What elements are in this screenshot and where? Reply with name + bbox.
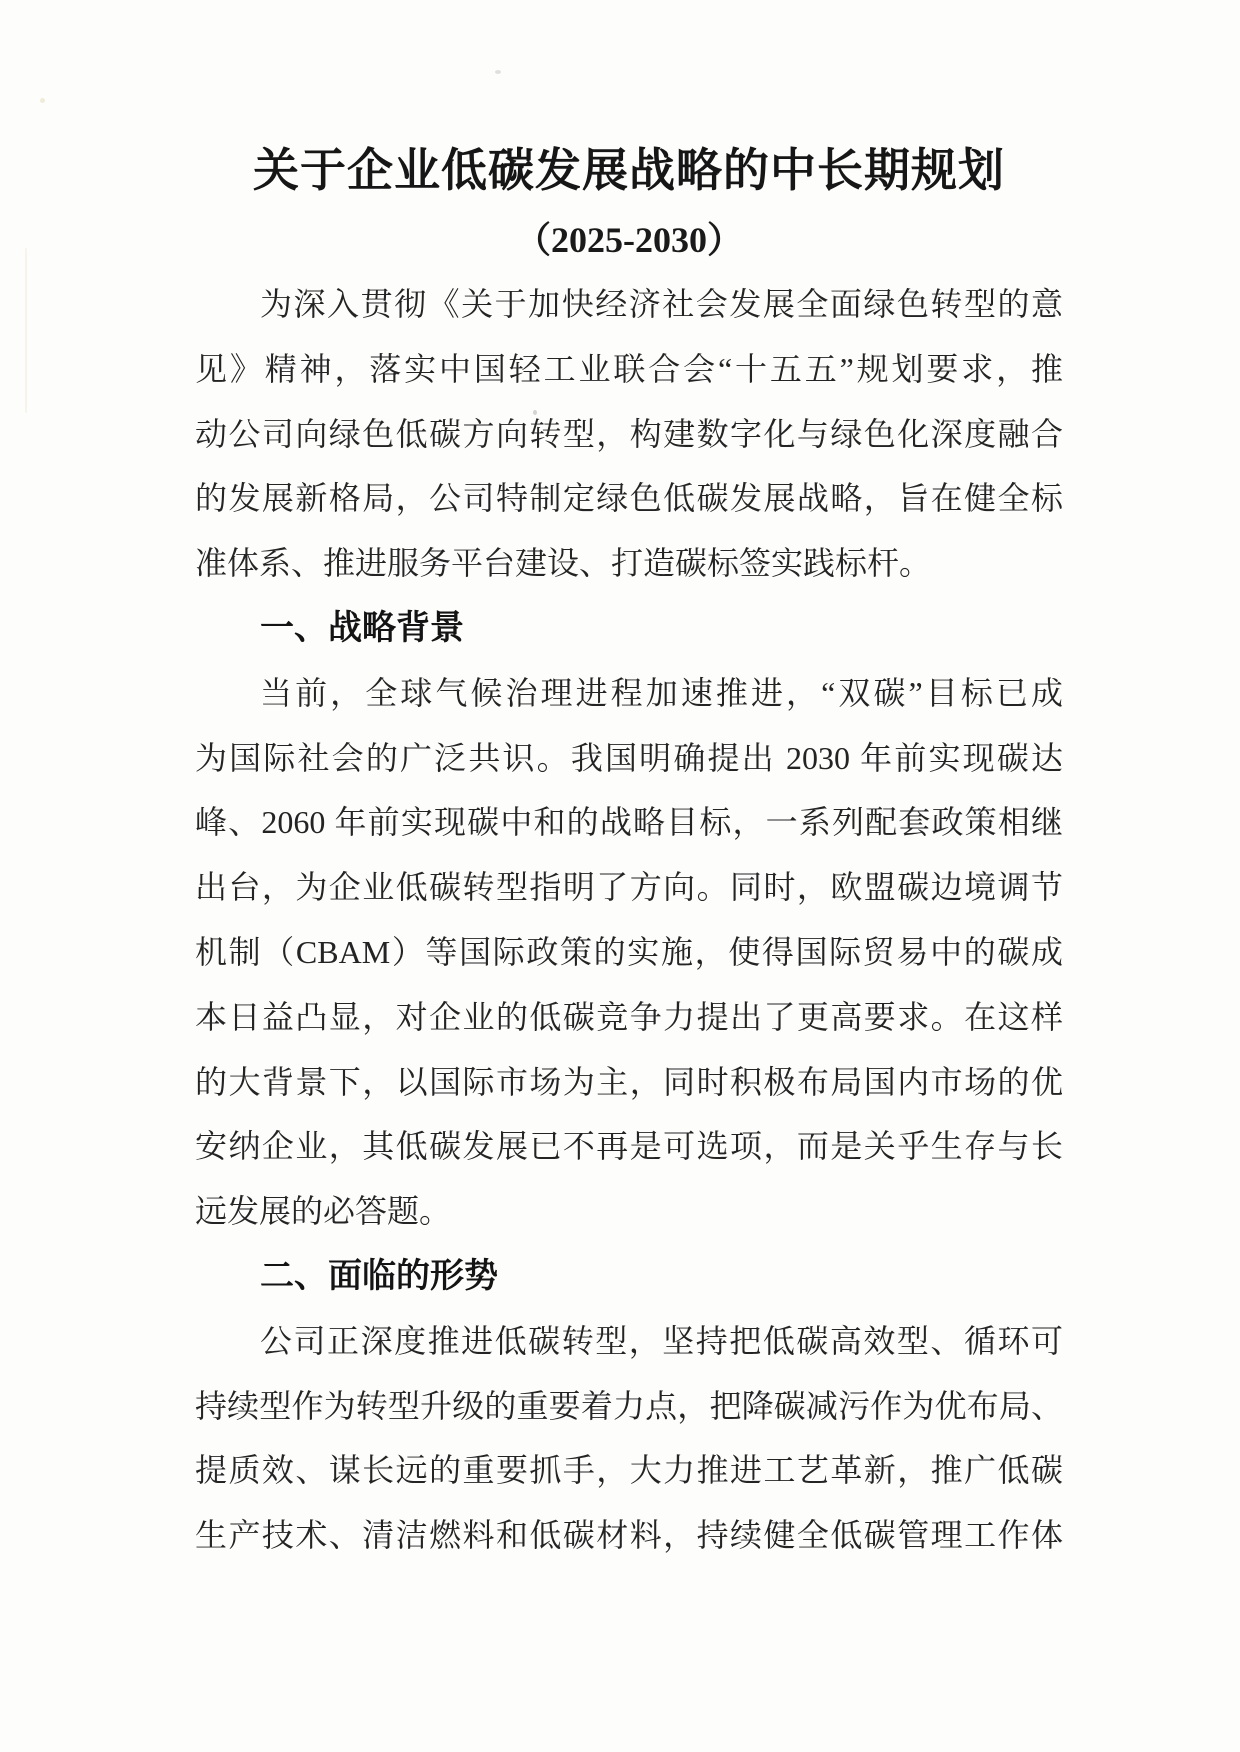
text-line: 安纳企业，其低碳发展已不再是可选项，而是关乎生存与长	[195, 1128, 1063, 1165]
document-content	[195, 0, 1063, 1568]
text-line: 准体系、推进服务平台建设、打造碳标签实践标杆。	[195, 545, 932, 582]
text-line: 的发展新格局，公司特制定绿色低碳发展战略，旨在健全标	[195, 480, 1063, 517]
text-line: 见》精神，落实中国轻工业联合会“十五五”规划要求，推	[195, 350, 1063, 387]
document-body	[195, 272, 1063, 1568]
text-line: 持续型作为转型升级的重要着力点，把降碳减污作为优布局、	[195, 1387, 1063, 1424]
text-line: 公司正深度推进低碳转型，坚持把低碳高效型、循环可	[260, 1322, 1063, 1359]
document-subtitle: （2025-2030）	[515, 220, 743, 260]
text-line: 本日益凸显，对企业的低碳竞争力提出了更高要求。在这样	[195, 998, 1063, 1035]
text-line: 二、面临的形势	[260, 1256, 498, 1295]
text-line: 为深入贯彻《关于加快经济社会发展全面绿色转型的意	[260, 286, 1063, 322]
text-line: 为国际社会的广泛共识。我国明确提出 2030 年前实现碳达	[195, 739, 1063, 776]
scan-speck	[40, 98, 45, 103]
scan-streak	[25, 248, 27, 413]
text-line: 远发展的必答题。	[195, 1193, 452, 1230]
text-line: 出台，为企业低碳转型指明了方向。同时，欧盟碳边境调节	[195, 869, 1063, 906]
document-title: 关于企业低碳发展战略的中长期规划	[253, 145, 1005, 196]
text-line: 动公司向绿色低碳方向转型，构建数字化与绿色化深度融合	[195, 415, 1063, 452]
text-line: 一、战略背景	[260, 608, 464, 647]
text-line: 提质效、谋长远的重要抓手，大力推进工艺革新，推广低碳	[195, 1452, 1063, 1489]
text-line: 机制（CBAM）等国际政策的实施，使得国际贸易中的碳成	[195, 933, 1063, 970]
text-line: 峰、2060 年前实现碳中和的战略目标，一系列配套政策相继	[195, 804, 1063, 841]
text-line: 的大背景下，以国际市场为主，同时积极布局国内市场的优	[195, 1063, 1063, 1100]
text-line: 当前，全球气候治理进程加速推进，“双碳”目标已成	[260, 674, 1063, 711]
text-line: 生产技术、清洁燃料和低碳材料，持续健全低碳管理工作体	[195, 1517, 1063, 1554]
